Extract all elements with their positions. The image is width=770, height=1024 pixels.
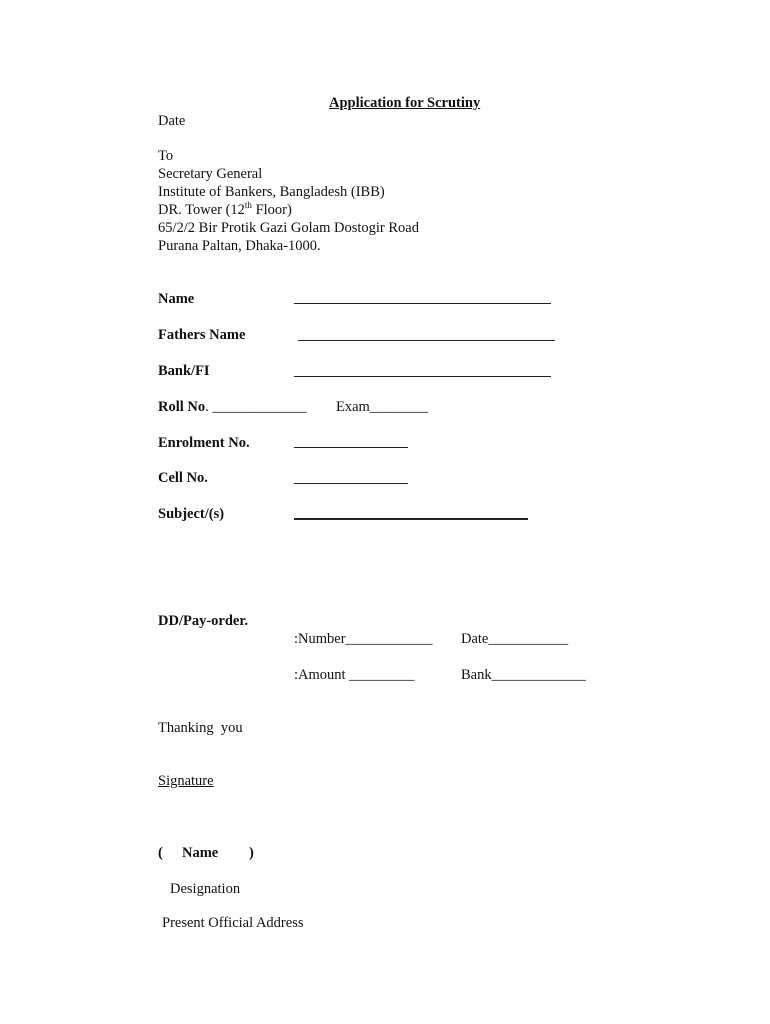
bank-fi-input-line[interactable] bbox=[294, 376, 551, 377]
name-close-paren: ) bbox=[249, 845, 254, 861]
roll-no-label: Roll No bbox=[158, 399, 206, 415]
payment-bank-field[interactable]: Bank_____________ bbox=[461, 667, 586, 683]
thanking-text: Thanking you bbox=[158, 720, 243, 736]
signatory-name-label: Name bbox=[182, 845, 219, 861]
address-line-3-text: DR. Tower (12 bbox=[158, 202, 245, 218]
present-official-address-label: Present Official Address bbox=[162, 915, 304, 931]
address-line-4: 65/2/2 Bir Protik Gazi Golam Dostogir Road bbox=[158, 220, 419, 236]
address-to: To bbox=[158, 148, 174, 164]
designation-label: Designation bbox=[170, 881, 241, 897]
date-label: Date bbox=[158, 113, 186, 129]
fathers-name-input-line[interactable] bbox=[298, 340, 555, 341]
enrolment-no-label: Enrolment No. bbox=[158, 435, 250, 451]
payment-amount-field[interactable]: :Amount _________ bbox=[294, 667, 415, 683]
page-title: Application for Scrutiny bbox=[329, 95, 481, 111]
address-line-3 bbox=[158, 201, 292, 219]
name-input-line[interactable] bbox=[294, 303, 551, 304]
fathers-name-label: Fathers Name bbox=[158, 327, 246, 343]
address-line-5: Purana Paltan, Dhaka-1000. bbox=[158, 238, 321, 254]
roll-no-input-line[interactable]: . _____________ bbox=[205, 399, 307, 415]
signature-label: Signature bbox=[158, 773, 214, 789]
exam-field[interactable]: Exam________ bbox=[336, 399, 428, 415]
address-line-2: Institute of Bankers, Bangladesh (IBB) bbox=[158, 184, 385, 200]
subjects-input-line[interactable] bbox=[294, 518, 528, 520]
roll-no-field bbox=[158, 398, 307, 416]
name-open-paren: ( bbox=[158, 845, 163, 861]
payment-number-field[interactable]: :Number____________ bbox=[294, 631, 433, 647]
cell-no-label: Cell No. bbox=[158, 470, 208, 486]
address-line-1: Secretary General bbox=[158, 166, 263, 182]
address-line-3-tail: Floor) bbox=[251, 202, 292, 218]
subjects-label: Subject/(s) bbox=[158, 506, 225, 522]
enrolment-no-input-line[interactable] bbox=[294, 447, 408, 448]
dd-pay-order-label: DD/Pay-order. bbox=[158, 613, 249, 629]
bank-fi-label: Bank/FI bbox=[158, 363, 210, 379]
payment-date-field[interactable]: Date___________ bbox=[461, 631, 569, 647]
address-line-3-superscript: th bbox=[244, 200, 252, 211]
name-label: Name bbox=[158, 291, 195, 307]
cell-no-input-line[interactable] bbox=[294, 483, 408, 484]
